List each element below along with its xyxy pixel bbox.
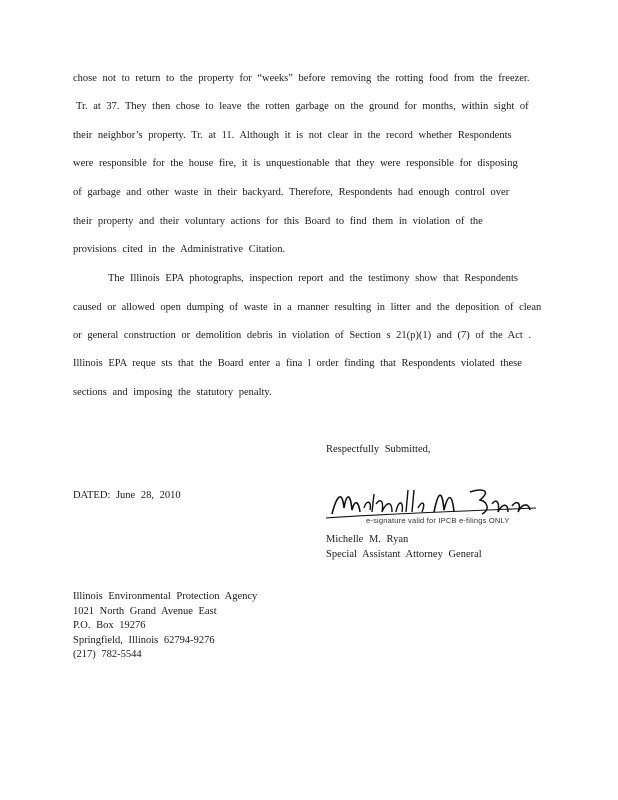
body-line: provisions cited in the Administrative Citation. bbox=[73, 244, 286, 255]
address-line: Illinois Environmental Protection Agency bbox=[73, 591, 258, 602]
signature-note: e-signature valid for IPCB e-filings ONLY bbox=[366, 516, 510, 525]
body-line: of garbage and other waste in their backyard. Therefore, Respondents had enough control over bbox=[73, 187, 510, 198]
body-line: their property and their voluntary actions for this Board to find them in violation of the bbox=[73, 216, 483, 227]
body-line: chose not to return to the property for “weeks” before removing the rotting food from the freezer. bbox=[73, 73, 530, 84]
salutation: Respectfully Submitted, bbox=[326, 444, 431, 455]
address-block bbox=[73, 590, 257, 663]
body-line: were responsible for the house fire, it is unquestionable that they were responsible for disposing bbox=[73, 158, 518, 169]
signer-title: Special Assistant Attorney General bbox=[326, 549, 482, 560]
address-line: (217) 782-5544 bbox=[73, 649, 142, 660]
dated-line: DATED: June 28, 2010 bbox=[73, 490, 181, 501]
address-line: P.O. Box 19276 bbox=[73, 620, 146, 631]
address-line: Springfield, Illinois 62794-9276 bbox=[73, 634, 215, 646]
body-line: Tr. at 37. They then chose to leave the rotten garbage on the ground for months, within sight of bbox=[76, 101, 529, 112]
body-line: Illinois EPA reque sts that the Board enter a fina l order finding that Respondents violated these bbox=[73, 358, 522, 369]
signature bbox=[322, 478, 542, 532]
body-line: The Illinois EPA photographs, inspection report and the testimony show that Respondents bbox=[108, 273, 518, 284]
body-line: or general construction or demolition debris in violation of Section s 21(p)(1) and (7) of the Act . bbox=[73, 330, 532, 341]
body-line: their neighbor’s property. Tr. at 11. Although it is not clear in the record whether Respondents bbox=[73, 130, 512, 141]
body-line: sections and imposing the statutory penalty. bbox=[73, 387, 272, 398]
body-line: caused or allowed open dumping of waste in a manner resulting in litter and the deposition of clean bbox=[73, 302, 542, 313]
signer-name: Michelle M. Ryan bbox=[326, 534, 409, 545]
address-line: 1021 North Grand Avenue East bbox=[73, 605, 217, 617]
